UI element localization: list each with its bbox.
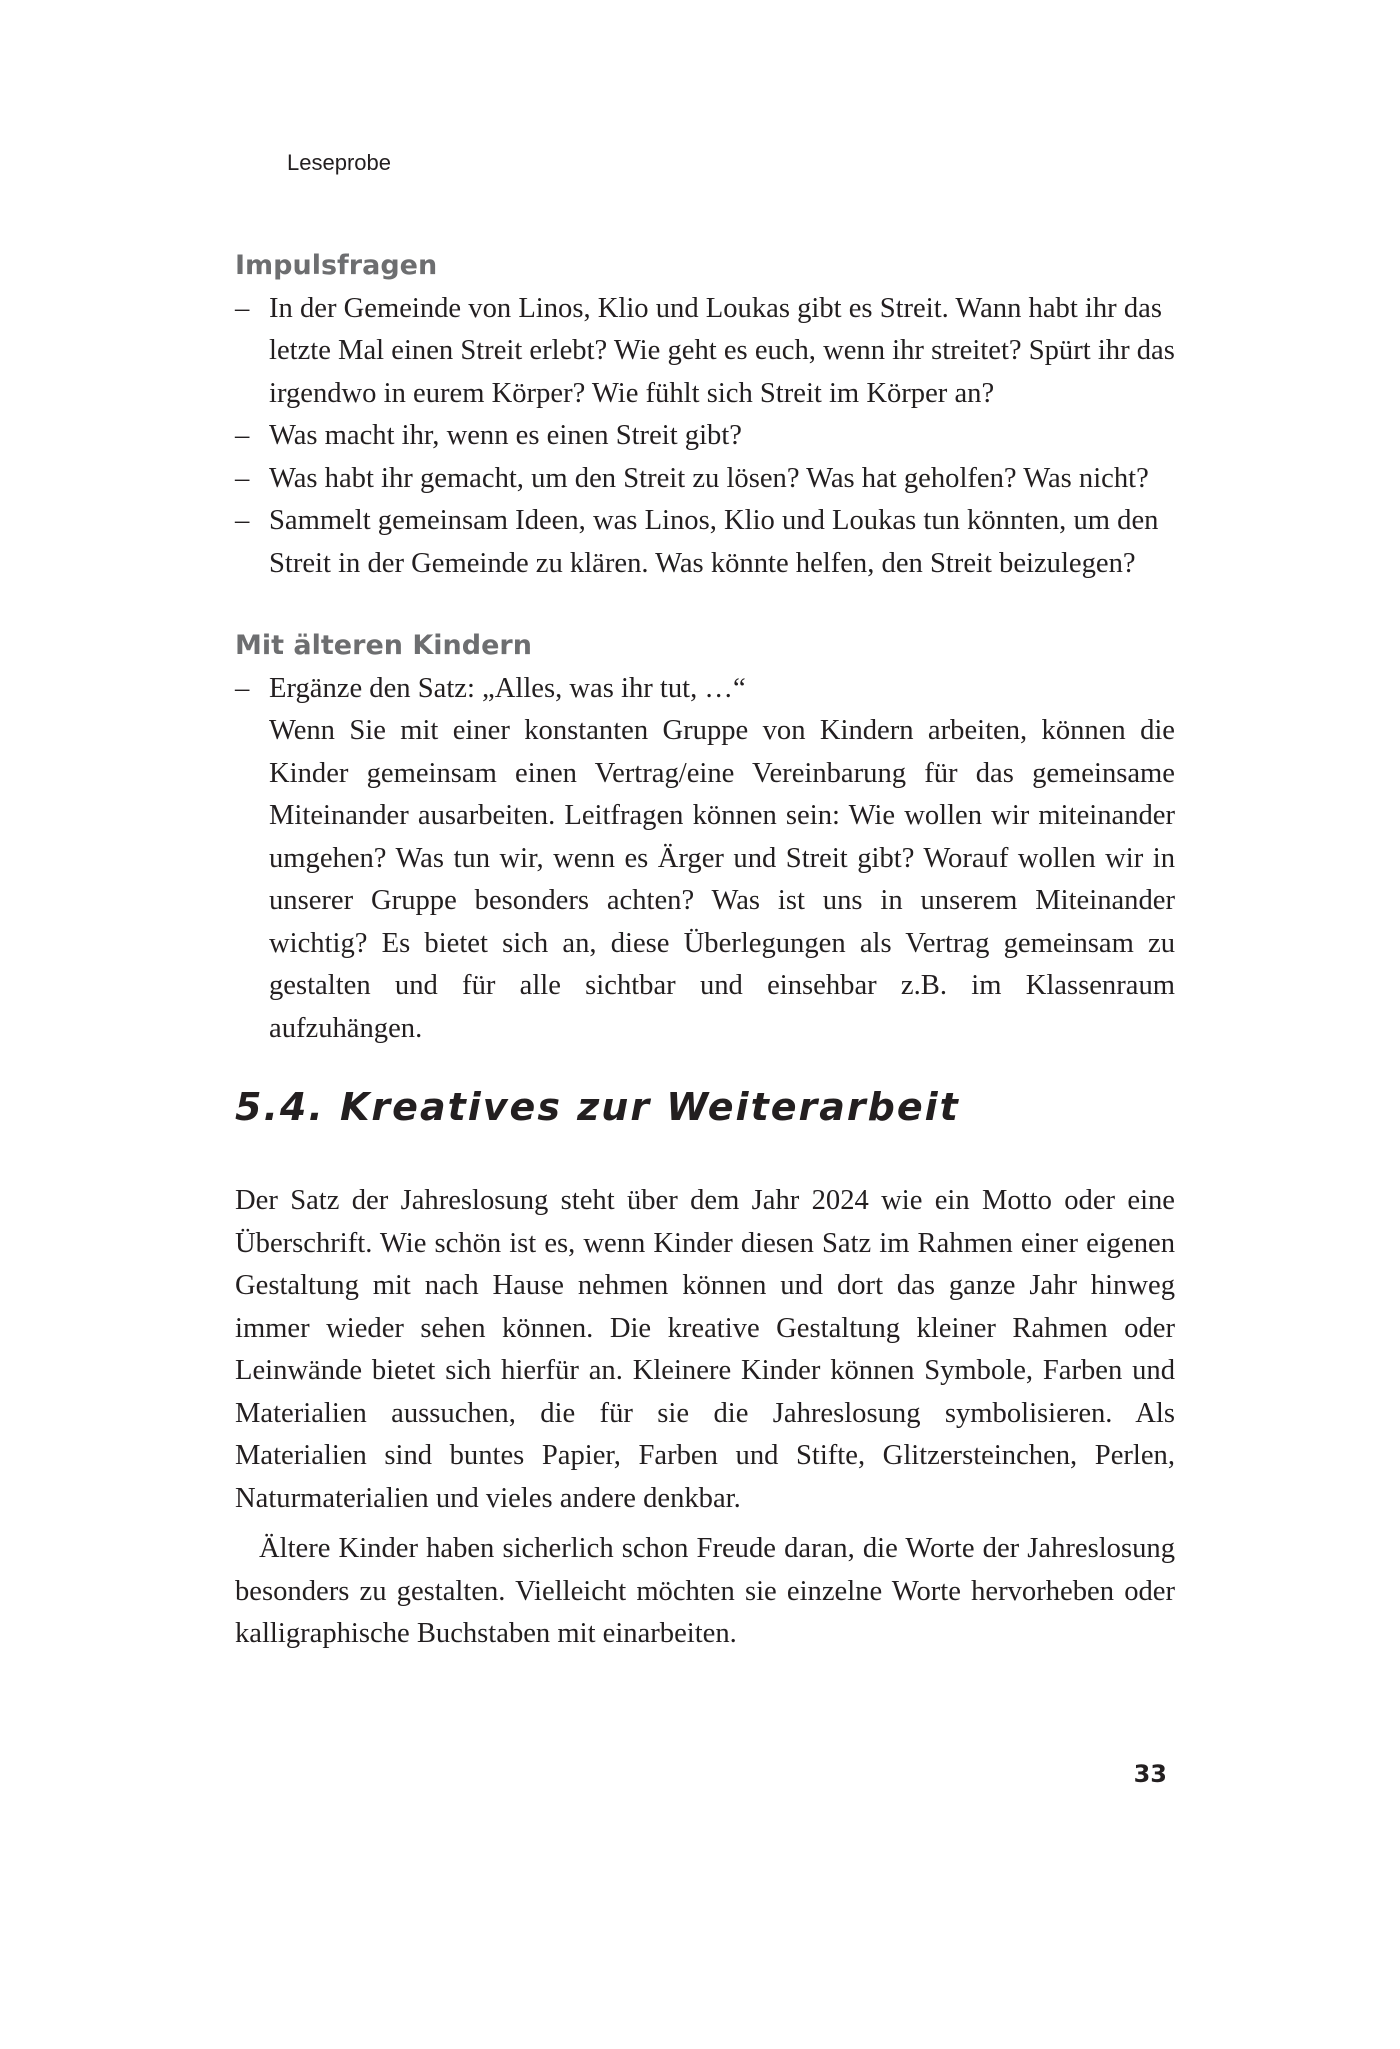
list-item-text: Sammelt gemeinsam Ideen, was Linos, Klio und Loukas tun könnten, um den Streit in der Gemeinde zu klären. Was könnte helfen, den Streit beizulegen?	[269, 505, 1159, 579]
section-paragraph-1: Der Satz der Jahreslosung steht über dem Jahr 2024 wie ein Motto oder eine Überschrift. Wie schön ist es, wenn Kinder diesen Satz im Rahmen einer eigenen Gestaltung mit nach Hause nehmen können und dort das ganze Jahr hinweg immer wieder sehen können. Die kreative Gestaltung kleiner Rahmen oder Leinwände bietet sich hierfür an. Kleinere Kinder können Symbole, Farben und Materialien aussuchen, die für sie die Jahreslosung symbolisieren. Als Materialien sind buntes Papier, Farben und Stifte, Glitzersteinchen, Perlen, Naturmaterialien und vieles andere denkbar.	[235, 1185, 1175, 1514]
running-head: Leseprobe	[287, 150, 391, 175]
page-number: 33	[1133, 1760, 1167, 1788]
list-item-text: Ergänze den Satz: „Alles, was ihr tut, …“	[269, 672, 746, 704]
list-item-text: Was macht ihr, wenn es einen Streit gibt?	[269, 420, 742, 451]
list-item: – Was macht ihr, wenn es einen Streit gibt?	[235, 420, 742, 451]
section-title: 5.4. Kreatives zur Weiterarbeit	[235, 1085, 960, 1129]
list-item-text: Was habt ihr gemacht, um den Streit zu lösen? Was hat geholfen? Was nicht?	[269, 462, 1149, 494]
impulse-heading: Impulsfragen	[235, 250, 438, 281]
impulse-list	[235, 288, 1175, 586]
older-children-heading: Mit älteren Kindern	[235, 630, 532, 661]
list-item: – Ergänze den Satz: „Alles, was ihr tut, …“	[235, 672, 746, 704]
older-children-paragraph: Wenn Sie mit einer konstanten Gruppe von Kindern arbeiten, können die Kinder gemeinsam einen Vertrag/eine Vereinbarung für das gemeinsame Miteinander ausarbeiten. Leitfragen können sein: Wie wollen wir miteinander umgehen? Was tun wir, wenn es Ärger und Streit gibt? Worauf wollen wir in unserer Gruppe besonders achten? Was ist uns in unserem Miteinander wichtig? Es bietet sich an, diese Überlegungen als Vertrag gemeinsam zu gestalten und für alle sichtbar und einsehbar z.B. im Klassenraum aufzuhängen.	[269, 715, 1175, 1044]
list-item: – Was habt ihr gemacht, um den Streit zu lösen? Was hat geholfen? Was nicht?	[235, 462, 1149, 494]
list-item: – In der Gemeinde von Linos, Klio und Loukas gibt es Streit. Wann habt ihr das letzte Mal einen Streit erlebt? Wie geht es euch, wenn ihr streitet? Spürt ihr das irgendwo in eurem Körper? Wie fühlt sich Streit im Körper an?	[235, 292, 1175, 409]
older-children-list	[235, 668, 1175, 711]
page-content	[235, 245, 1175, 1656]
list-item: – Sammelt gemeinsam Ideen, was Linos, Klio und Loukas tun könnten, um den Streit in der Gemeinde zu klären. Was könnte helfen, den Streit beizulegen?	[235, 505, 1159, 579]
section-paragraph-2: Ältere Kinder haben sicherlich schon Freude daran, die Worte der Jahreslosung besonders zu gestalten. Vielleicht möchten sie einzelne Worte hervorheben oder kalligraphische Buchstaben mit einarbeiten.	[235, 1533, 1175, 1649]
list-item-text: In der Gemeinde von Linos, Klio und Loukas gibt es Streit. Wann habt ihr das letzte Mal einen Streit erlebt? Wie geht es euch, wenn ihr streitet? Spürt ihr das irgendwo in eurem Körper? Wie fühlt sich Streit im Körper an?	[269, 292, 1175, 409]
